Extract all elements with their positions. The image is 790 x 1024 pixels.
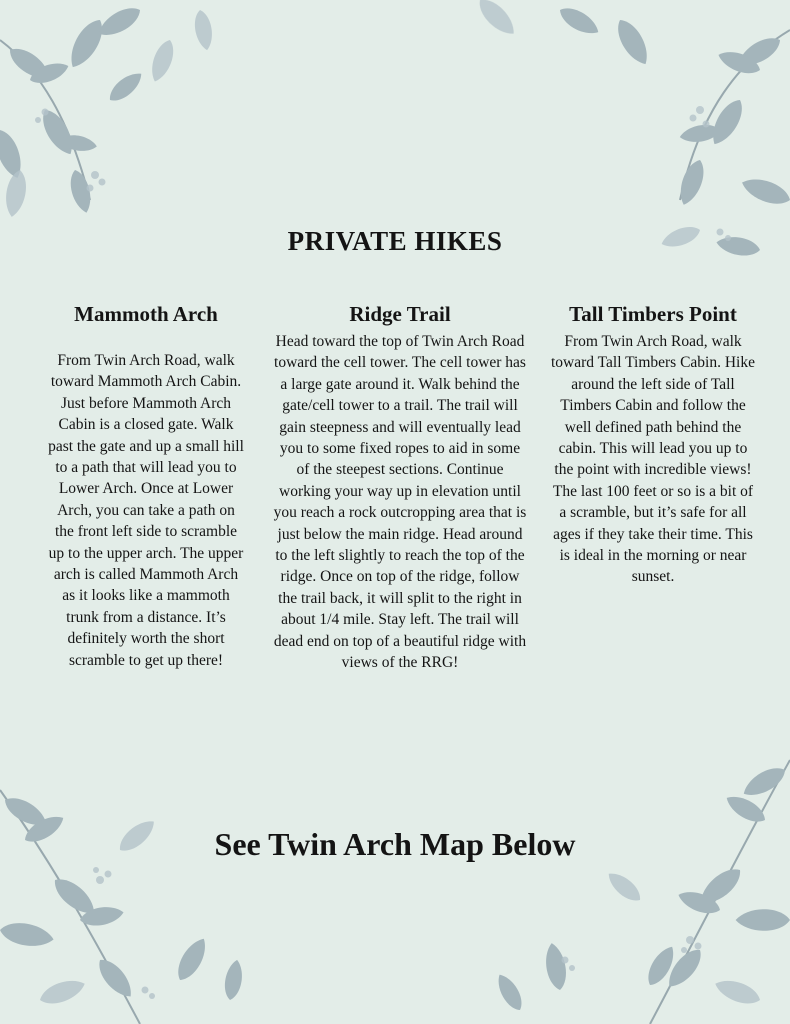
hike-description: Head toward the top of Twin Arch Road toward the cell tower. The cell tower has a large gate around it. Walk behind the gate/cell tower to a trail. The trail will gain steepness and will eventually lead you to some fixed ropes to aid in some of the steepest sections. Continue working your way up in elevation until you reach a rock outcropping area that is just below the main ridge. Head around to the left slightly to reach the top of the ridge. Once on top of the ridge, follow the trail back, it will split to the right in about 1/4 mile. Stay left. The trail will dead end on top of a beautiful ridge with views of the RRG! <box>273 333 527 672</box>
hike-column-tall-timbers-point <box>550 301 756 588</box>
page-title: PRIVATE HIKES <box>287 226 503 256</box>
map-note: See Twin Arch Map Below <box>214 826 576 862</box>
hike-heading: Ridge Trail <box>349 302 451 326</box>
hike-description: From Twin Arch Road, walk toward Tall Timbers Cabin. Hike around the left side of Tall Timbers Cabin and follow the well defined path behind the cabin. This will lead you up to the point with incredible views! The last 100 feet or so is a bit of a scramble, but it’s safe for all ages if they take their time. This is ideal in the morning or near sunset. <box>551 333 755 586</box>
hike-heading: Tall Timbers Point <box>569 302 737 326</box>
eucalyptus-leaf-icon <box>556 2 790 258</box>
hike-description: From Twin Arch Road, walk toward Mammoth Arch Cabin. Just before Mammoth Arch Cabin is a closed gate. Walk past the gate and up a small hill to a path that will lead you to Lower Arch. Once at Lower Arch, you can take a path on the front left side to scramble up to the upper arch. The upper arch is called Mammoth Arch as it looks like a mammoth trunk from a distance. It’s definitely worth the short scramble to get up there! <box>48 352 244 669</box>
hike-column-mammoth-arch <box>46 301 246 671</box>
eucalyptus-leaf-icon <box>493 760 790 1024</box>
hike-column-ridge-trail <box>272 301 528 674</box>
eucalyptus-leaf-icon <box>0 2 146 215</box>
hike-heading: Mammoth Arch <box>74 302 218 326</box>
